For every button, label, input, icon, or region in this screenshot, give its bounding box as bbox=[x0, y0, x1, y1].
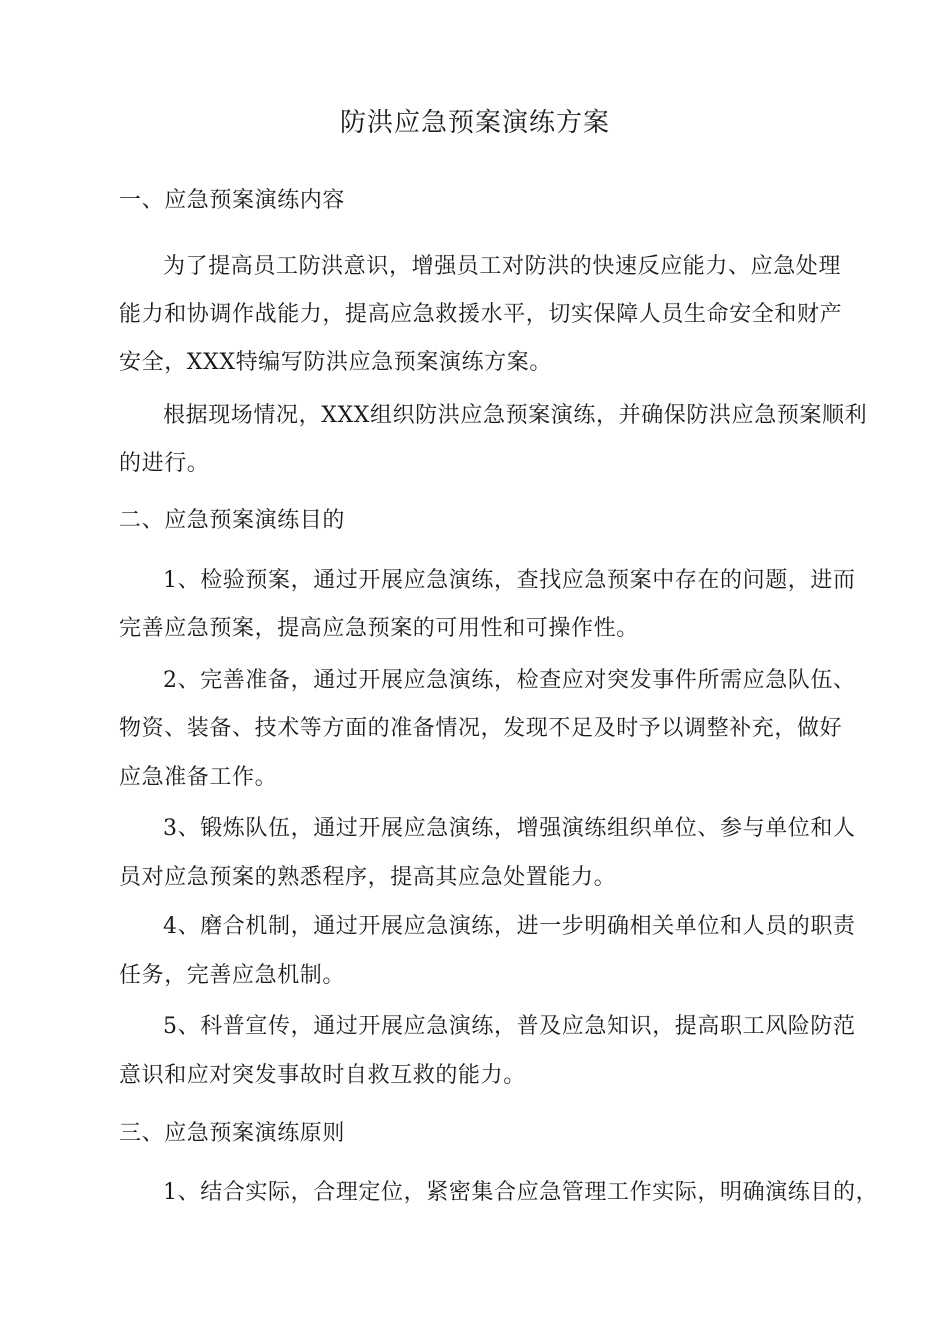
section-heading-1: 一、应急预案演练内容 bbox=[119, 188, 346, 213]
paragraph-line: 的进行。 bbox=[119, 451, 210, 476]
list-item-line: 任务，完善应急机制。 bbox=[119, 963, 346, 988]
section-heading-3: 三、应急预案演练原则 bbox=[119, 1121, 346, 1146]
paragraph-line: 能力和协调作战能力，提高应急救援水平，切实保障人员生命安全和财产 bbox=[119, 302, 843, 327]
list-item-line: 1、检验预案，通过开展应急演练，查找应急预案中存在的问题，进而 bbox=[163, 568, 856, 593]
paragraph-line: 安全，XXX特编写防洪应急预案演练方案。 bbox=[119, 350, 552, 375]
list-item-line: 4、磨合机制，通过开展应急演练，进一步明确相关单位和人员的职责 bbox=[163, 914, 856, 939]
list-item-line: 1、结合实际，合理定位，紧密集合应急管理工作实际，明确演练目的， bbox=[163, 1180, 879, 1205]
paragraph-line: 根据现场情况，XXX组织防洪应急预案演练，并确保防洪应急预案顺利 bbox=[163, 403, 868, 428]
list-item-line: 意识和应对突发事故时自救互救的能力。 bbox=[119, 1063, 526, 1088]
paragraph-line: 为了提高员工防洪意识，增强员工对防洪的快速反应能力、应急处理 bbox=[163, 254, 842, 279]
list-item-line: 物资、装备、技术等方面的准备情况，发现不足及时予以调整补充，做好 bbox=[119, 716, 843, 741]
document-title: 防洪应急预案演练方案 bbox=[339, 108, 610, 138]
list-item-line: 应急准备工作。 bbox=[119, 765, 278, 790]
list-item-line: 员对应急预案的熟悉程序，提高其应急处置能力。 bbox=[119, 865, 617, 890]
list-item-line: 5、科普宣传，通过开展应急演练，普及应急知识，提高职工风险防范 bbox=[163, 1014, 856, 1039]
list-item-line: 3、锻炼队伍，通过开展应急演练，增强演练组织单位、参与单位和人 bbox=[163, 816, 856, 841]
list-item-line: 2、完善准备，通过开展应急演练，检查应对突发事件所需应急队伍、 bbox=[163, 668, 856, 693]
list-item-line: 完善应急预案，提高应急预案的可用性和可操作性。 bbox=[119, 616, 639, 641]
section-heading-2: 二、应急预案演练目的 bbox=[119, 508, 346, 533]
